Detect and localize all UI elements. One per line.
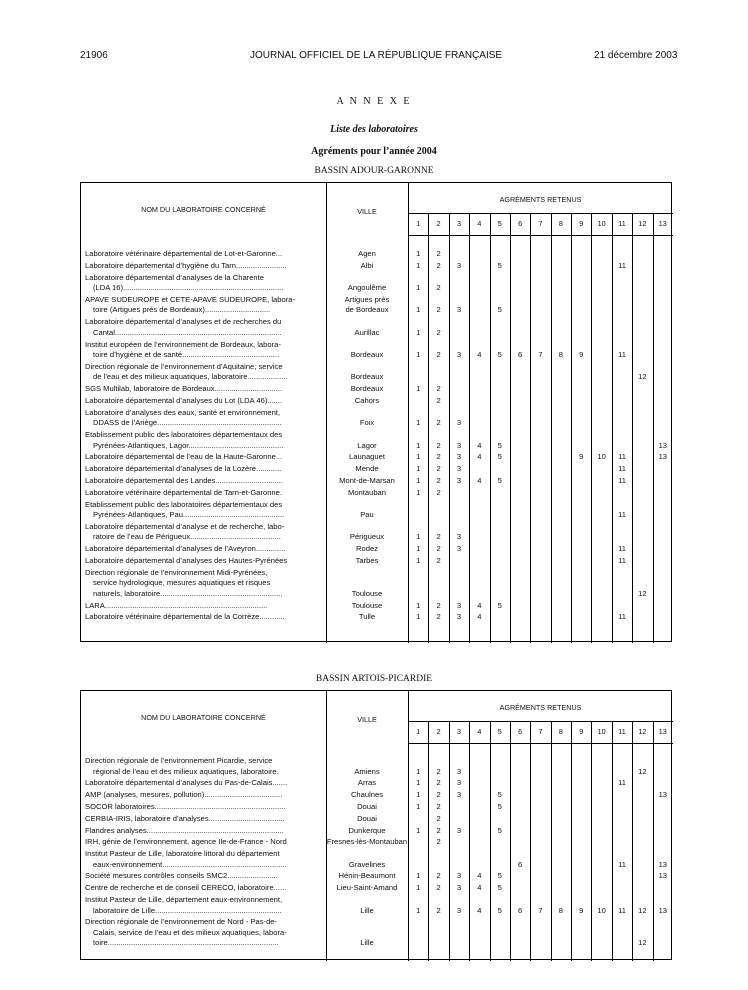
agrement-value: 2 <box>436 801 441 811</box>
ville-name: Montauban <box>348 487 386 497</box>
agrement-value: 13 <box>658 905 668 915</box>
ville-name: Hénin-Beaumont <box>338 871 396 881</box>
lab-name: Laboratoire départemental d’analyses de la Charente <box>85 272 264 282</box>
agrement-value: 11 <box>618 260 626 270</box>
agrement-value: 3 <box>456 440 462 450</box>
ville-name: Bordeaux <box>350 350 384 359</box>
column-divider <box>591 721 592 961</box>
agrement-value: 2 <box>436 418 441 428</box>
lab-name: ratoire de l’eau de Périgueux........................................... <box>93 532 281 542</box>
agrement-value: 1 <box>416 260 421 270</box>
agrement-value: 1 <box>416 249 421 258</box>
agrement-value: 1 <box>416 283 421 293</box>
agrement-value: 9 <box>579 452 584 462</box>
column-divider <box>449 721 450 961</box>
agrement-value: 4 <box>477 600 482 610</box>
ville-name: Mende <box>355 464 379 474</box>
lab-name: Pyrénées-Atlantiques, Pau................................................ <box>93 510 285 519</box>
ville-name: Périgueux <box>349 532 385 542</box>
section-title-adour-garonne: BASSIN ADOUR-GARONNE <box>314 166 434 176</box>
agrement-value: 3 <box>456 475 462 485</box>
ville-name: Rodez <box>356 544 378 554</box>
agrement-value: 4 <box>477 883 482 893</box>
lab-name: Institut européen de l’environnement de Bordeaux, labora- <box>85 339 281 349</box>
agrement-value: 2 <box>436 813 441 823</box>
agrement-value: 2 <box>436 440 441 450</box>
column-header-agrements: AGRÉMENTS RETENUS <box>499 703 582 712</box>
agrement-value: 2 <box>436 837 441 847</box>
agrement-value: 2 <box>436 883 441 893</box>
agrement-value: 1 <box>416 464 421 474</box>
lab-name: toire d’hygiène et de santé.............................................. <box>93 350 280 359</box>
ville-name: Mont-de-Marsan <box>339 475 395 485</box>
lab-name: Laboratoire départemental des Landes................................ <box>85 475 283 485</box>
column-header-number: 10 <box>597 727 606 736</box>
agrement-value: 7 <box>538 905 543 915</box>
agrement-value: 1 <box>416 440 421 450</box>
agrement-value: 4 <box>477 475 482 485</box>
lab-name: Société mesures contrôles conseils SMC2........................ <box>85 871 278 881</box>
lab-name: de l’eau et des milieux aquatiques, laboratoire................... <box>93 372 288 382</box>
agrement-value: 1 <box>416 418 421 428</box>
agrement-value: 5 <box>497 790 502 800</box>
ville-name: Fresnes-lès-Montauban <box>326 837 408 847</box>
agrement-value: 3 <box>456 883 462 893</box>
lab-name: Centre de recherche et de conseil CERECO, laboratoire...... <box>85 883 287 893</box>
agrement-value: 3 <box>456 464 462 474</box>
agrement-value: 3 <box>456 600 462 610</box>
agrement-value: 1 <box>416 600 421 610</box>
lab-name: Direction régionale de l’environnement Midi-Pyrénées, <box>85 567 268 577</box>
ville-name: Lille <box>360 905 374 915</box>
agrement-value: 5 <box>497 475 502 485</box>
agrement-value: 5 <box>497 905 502 915</box>
lab-name: AMP (analyses, mesures, pollution)..................................... <box>85 790 283 800</box>
agrement-value: 5 <box>497 871 502 881</box>
lab-name: IRH, génie de l’environnement, agence Ile-de-France - Nord <box>85 837 287 847</box>
agrement-value: 2 <box>436 778 441 788</box>
agrement-value: 1 <box>416 452 421 462</box>
column-header-number: 6 <box>518 727 523 736</box>
agrement-value: 1 <box>416 778 421 788</box>
lab-name: régional de l’eau et des milieux aquatiques, laboratoire. <box>93 766 279 776</box>
agrement-value: 2 <box>436 766 441 776</box>
lab-name: LARA............................................................................. <box>85 600 268 610</box>
agrement-value: 11 <box>618 475 626 485</box>
agrement-value: 2 <box>436 612 441 622</box>
ville-name: Bordeaux <box>350 384 384 394</box>
agrement-value: 12 <box>638 905 647 915</box>
agrement-value: 3 <box>456 778 462 788</box>
agrement-value: 1 <box>416 766 421 776</box>
ville-name: Angoulême <box>347 283 387 293</box>
laboratory-table-adour-garonne <box>80 182 672 642</box>
ville-name: Douai <box>357 813 377 823</box>
agrement-value: 2 <box>436 825 441 835</box>
lab-name: Laboratoire vétérinaire départemental de la Corrèze............ <box>85 612 285 622</box>
agrement-value: 3 <box>456 790 462 800</box>
column-header-number: 7 <box>538 219 543 228</box>
header-divider <box>408 213 673 214</box>
agrement-value: 12 <box>638 938 647 948</box>
agrement-value: 6 <box>517 859 523 869</box>
lab-name: Laboratoire départemental d’analyses du Lot (LDA 46)....... <box>85 395 283 405</box>
agrement-value: 6 <box>517 905 523 915</box>
publication-date: 21 décembre 2003 <box>594 50 678 61</box>
ville-name: Amiens <box>354 766 380 776</box>
ville-name: Arras <box>357 778 377 788</box>
column-header-number: 5 <box>497 727 502 736</box>
agrement-value: 2 <box>436 350 441 359</box>
column-header-ville: VILLE <box>357 207 377 216</box>
column-divider <box>530 213 531 643</box>
agrement-value: 9 <box>579 350 584 359</box>
agrement-value: 12 <box>638 372 647 382</box>
column-divider <box>510 721 511 961</box>
agrement-value: 11 <box>618 464 626 474</box>
column-header-number: 4 <box>477 219 482 228</box>
column-header-number: 13 <box>658 219 667 228</box>
agrement-value: 2 <box>436 395 441 405</box>
agrement-value: 2 <box>436 283 441 293</box>
ville-name: Cahors <box>354 395 380 405</box>
agrement-value: 5 <box>497 305 502 315</box>
agrement-value: 1 <box>416 487 421 497</box>
agrement-value: 3 <box>456 532 462 542</box>
column-divider <box>530 721 531 961</box>
agrement-value: 5 <box>497 440 502 450</box>
ville-name: Chaulnes <box>350 790 384 800</box>
lab-name: toire................................................................................. <box>93 938 279 948</box>
ville-name: Toulouse <box>351 600 383 610</box>
agrement-value: 1 <box>416 790 421 800</box>
agrement-value: 13 <box>658 440 668 450</box>
agrement-value: 13 <box>658 452 668 462</box>
agrement-value: 4 <box>477 612 482 622</box>
column-header-number: 8 <box>558 727 563 736</box>
lab-name: Laboratoire d’analyses des eaux, santé et environnement, <box>85 407 281 417</box>
column-header-number: 3 <box>456 727 461 736</box>
agrement-value: 13 <box>658 790 668 800</box>
agrement-value: 11 <box>618 452 626 462</box>
lab-name: laboratoire de Lille............................................................ <box>93 905 282 915</box>
lab-name: Institut Pasteur de Lille, laboratoire littoral du département <box>85 849 280 859</box>
lab-name: SOCOR laboratoires.............................................................. <box>85 801 286 811</box>
section-title-artois-picardie: BASSIN ARTOIS-PICARDIE <box>315 674 433 684</box>
agrement-value: 8 <box>558 350 563 359</box>
agrement-value: 11 <box>618 612 626 622</box>
agrement-value: 2 <box>436 260 441 270</box>
agrement-value: 9 <box>579 905 584 915</box>
agrement-value: 13 <box>658 859 668 869</box>
agrement-value: 1 <box>416 883 421 893</box>
agrement-value: 3 <box>456 871 462 881</box>
lab-name: Institut Pasteur de Lille, département eaux-environnement, <box>85 895 283 904</box>
agrement-value: 11 <box>618 778 626 788</box>
column-divider <box>551 213 552 643</box>
agrement-value: 1 <box>416 905 421 915</box>
agrement-value: 11 <box>618 350 626 359</box>
lab-name: Laboratoire départemental d’analyses du Pas-de-Calais....... <box>85 778 288 788</box>
agrement-value: 13 <box>658 871 668 881</box>
agrement-value: 2 <box>436 475 441 485</box>
lab-name: Laboratoire départemental d’analyses des Hautes-Pyrénées <box>85 555 288 565</box>
agrement-value: 3 <box>456 612 462 622</box>
ville-name: Artigues près <box>344 294 390 304</box>
agrement-value: 5 <box>497 801 502 811</box>
agrement-value: 1 <box>416 305 421 315</box>
column-header-number: 11 <box>618 219 626 228</box>
agrement-value: 2 <box>436 600 441 610</box>
agrement-value: 1 <box>416 544 421 554</box>
agrement-value: 4 <box>477 440 482 450</box>
lab-name: eaux-environnement........................................................... <box>93 859 287 869</box>
ville-name: Lille <box>360 938 374 948</box>
ville-name: Pau <box>360 510 374 519</box>
agrement-value: 5 <box>497 350 502 359</box>
column-header-number: 9 <box>579 727 584 736</box>
lab-name: Laboratoire départemental d’analyses de la Lozère............ <box>85 464 282 474</box>
column-header-number: 4 <box>477 727 482 736</box>
column-header-number: 2 <box>436 727 441 736</box>
header-divider <box>408 721 673 722</box>
agrement-value: 3 <box>456 825 462 835</box>
agrement-value: 2 <box>436 249 441 258</box>
agrement-value: 1 <box>416 825 421 835</box>
column-header-lab: NOM DU LABORATOIRE CONCERNÉ <box>141 713 266 722</box>
agrement-value: 5 <box>497 260 502 270</box>
agrement-value: 1 <box>416 555 421 565</box>
lab-name: Direction régionale de l’environnement Picardie, service <box>85 756 273 765</box>
lab-name: Direction régionale de l’environnement de Nord - Pas-de- <box>85 917 278 927</box>
list-title: Liste des laboratoires <box>330 124 418 135</box>
lab-name: Etablissement public des laboratoires départementaux des <box>85 430 283 439</box>
ville-name: Toulouse <box>351 588 383 598</box>
agrement-value: 2 <box>436 555 441 565</box>
column-divider <box>612 213 613 643</box>
agrement-value: 3 <box>456 544 462 554</box>
agrement-value: 5 <box>497 883 502 893</box>
agrement-value: 4 <box>477 905 482 915</box>
column-header-number: 12 <box>638 727 647 736</box>
lab-name: Pyrénées-Atlantiques, Lagor............................................. <box>93 440 284 450</box>
agrement-value: 11 <box>618 555 626 565</box>
agrement-value: 1 <box>416 475 421 485</box>
lab-name: Cantal............................................................................... <box>93 327 282 337</box>
lab-name: Laboratoire départemental d’analyse et de recherche, labo- <box>85 521 285 531</box>
journal-title: JOURNAL OFFICIEL DE LA RÉPUBLIQUE FRANÇAISE <box>250 50 503 61</box>
column-header-number: 1 <box>416 727 421 736</box>
column-header-agrements: AGRÉMENTS RETENUS <box>499 195 582 204</box>
ville-name: Albi <box>360 260 374 270</box>
agrement-value: 3 <box>456 350 462 359</box>
ville-name: de Bordeaux <box>345 305 389 315</box>
agrement-value: 10 <box>597 452 606 462</box>
lab-name: (LDA 16)............................................................................ <box>93 283 284 293</box>
column-divider <box>632 213 633 643</box>
ville-name: Dunkerque <box>348 825 386 835</box>
column-divider <box>612 721 613 961</box>
lab-name: DDASS de l’Ariège........................................................... <box>93 418 282 428</box>
agrement-value: 3 <box>456 905 462 915</box>
column-divider <box>490 213 491 643</box>
agrement-value: 11 <box>618 544 626 554</box>
agrement-value: 11 <box>618 510 626 519</box>
column-divider <box>469 213 470 643</box>
column-divider <box>571 721 572 961</box>
column-header-number: 12 <box>638 219 647 228</box>
agrement-value: 3 <box>456 305 462 315</box>
column-divider <box>551 721 552 961</box>
lab-name: Flandres analyses................................................................. <box>85 825 284 835</box>
column-header-number: 7 <box>538 727 543 736</box>
column-header-number: 13 <box>658 727 667 736</box>
agrement-value: 3 <box>456 260 462 270</box>
lab-name: Laboratoire vétérinaire départemental de Lot-et-Garonne... <box>85 249 283 258</box>
agrement-value: 2 <box>436 305 441 315</box>
ville-name: Foix <box>359 418 375 428</box>
agrement-value: 2 <box>436 487 441 497</box>
agrement-value: 12 <box>638 588 647 598</box>
agrement-value: 2 <box>436 384 441 394</box>
agrement-value: 1 <box>416 384 421 394</box>
page-number: 21906 <box>80 50 108 61</box>
lab-name: Laboratoire départemental d’analyses de l’Aveyron.............. <box>85 544 286 554</box>
lab-name: SGS Multilab, laboratoire de Bordeaux................................ <box>85 384 283 394</box>
agrement-value: 4 <box>477 452 482 462</box>
lab-name: service hydrologique, mesures aquatiques et risques <box>93 578 271 588</box>
agrement-value: 3 <box>456 418 462 428</box>
agrement-value: 2 <box>436 452 441 462</box>
agrement-value: 1 <box>416 532 421 542</box>
laboratory-table-artois-picardie <box>80 690 672 960</box>
year-title: Agréments pour l’année 2004 <box>311 146 437 157</box>
agrement-value: 1 <box>416 801 421 811</box>
ville-name: Tulle <box>358 612 376 622</box>
agrement-value: 2 <box>436 790 441 800</box>
agrement-value: 2 <box>436 905 441 915</box>
agrement-value: 2 <box>436 464 441 474</box>
agrement-value: 7 <box>538 350 543 359</box>
lab-name: APAVE SUDEUROPE et CETE-APAVE SUDEUROPE, labora- <box>85 294 296 304</box>
lab-name: Laboratoire départemental d’analyses et de recherches du <box>85 317 282 327</box>
column-divider <box>591 213 592 643</box>
lab-name: CERBIA-IRIS, laboratoire d’analyses.................................... <box>85 813 285 823</box>
ville-name: Tarbes <box>355 555 379 565</box>
agrement-value: 3 <box>456 766 462 776</box>
column-header-number: 5 <box>497 219 502 228</box>
lab-name: toire (Artigues près de Bordeaux)............................... <box>93 305 271 315</box>
agrement-value: 12 <box>638 766 647 776</box>
agrement-value: 11 <box>618 859 626 869</box>
column-header-number: 8 <box>558 219 563 228</box>
column-divider <box>469 721 470 961</box>
agrement-value: 2 <box>436 544 441 554</box>
lab-name: Laboratoire vétérinaire départemental de Tarn-et-Garonne. <box>85 487 282 497</box>
column-header-number: 6 <box>518 219 523 228</box>
agrement-value: 6 <box>517 350 523 359</box>
column-header-number: 9 <box>579 219 584 228</box>
column-header-lab: NOM DU LABORATOIRE CONCERNÉ <box>141 205 266 214</box>
column-divider <box>510 213 511 643</box>
agrement-value: 8 <box>558 905 563 915</box>
column-header-number: 1 <box>416 219 421 228</box>
lab-name: Laboratoire départemental de l’eau de la Haute-Garonne... <box>85 452 283 462</box>
agrement-value: 1 <box>416 350 421 359</box>
ville-name: Launaguet <box>349 452 385 462</box>
column-divider <box>571 213 572 643</box>
ville-name: Gravelines <box>348 859 386 869</box>
ville-name: Aurillac <box>354 327 380 337</box>
ville-name: Douai <box>357 801 377 811</box>
agrement-value: 10 <box>597 905 606 915</box>
ville-name: Agen <box>358 249 376 258</box>
agrement-value: 4 <box>477 350 482 359</box>
column-header-ville: VILLE <box>357 715 377 724</box>
agrement-value: 1 <box>416 612 421 622</box>
column-divider <box>632 721 633 961</box>
agrement-value: 2 <box>436 871 441 881</box>
lab-name: Direction régionale de l’environnement d’Aquitaine, service <box>85 361 283 371</box>
agrement-value: 5 <box>497 825 502 835</box>
ville-name: Bordeaux <box>350 372 384 382</box>
column-header-number: 11 <box>618 727 626 736</box>
lab-name: Etablissement public des laboratoires départementaux des <box>85 499 283 509</box>
agrement-value: 11 <box>618 905 626 915</box>
column-divider <box>653 213 654 643</box>
lab-name: Calais, service de l’eau et des milieux aquatiques, labora- <box>93 927 287 937</box>
agrement-value: 5 <box>497 452 502 462</box>
column-header-number: 3 <box>456 219 461 228</box>
ville-name: Lagor <box>357 440 377 450</box>
ville-name: Lieu-Saint-Amand <box>336 883 398 893</box>
column-header-number: 2 <box>436 219 441 228</box>
lab-name: Laboratoire départemental d’hygiène du Tarn........................ <box>85 260 287 270</box>
agrement-value: 1 <box>416 871 421 881</box>
header-divider <box>408 743 673 744</box>
annexe-title: A N N E X E <box>336 96 412 107</box>
column-divider <box>653 721 654 961</box>
agrement-value: 2 <box>436 327 441 337</box>
agrement-value: 3 <box>456 452 462 462</box>
column-divider <box>490 721 491 961</box>
agrement-value: 2 <box>436 532 441 542</box>
column-header-number: 10 <box>597 219 606 228</box>
agrement-value: 5 <box>497 600 502 610</box>
header-divider <box>408 235 673 236</box>
lab-name: naturels, laboratoire.......................................................... <box>93 588 283 598</box>
agrement-value: 1 <box>416 327 421 337</box>
agrement-value: 4 <box>477 871 482 881</box>
